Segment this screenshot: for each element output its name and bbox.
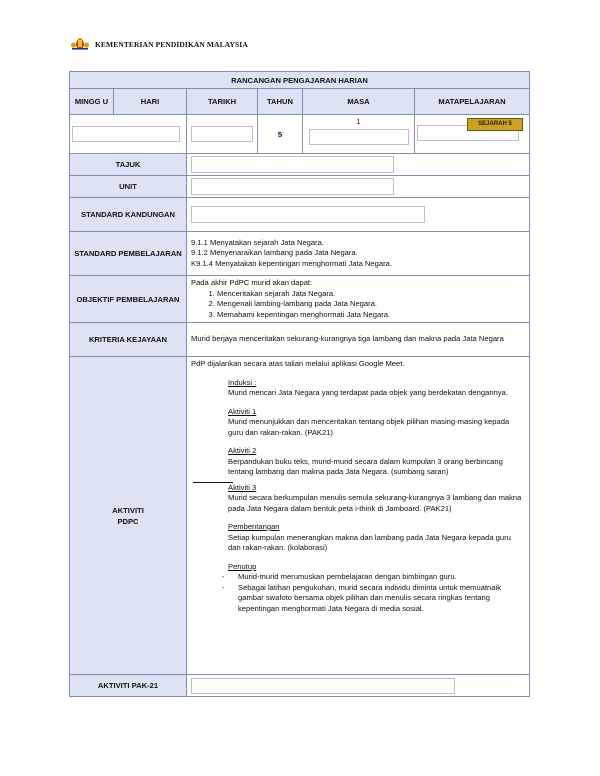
aktiviti-cell [187,357,530,675]
aktiviti2-title: Aktiviti 2 [228,446,257,455]
objektif-item: 2. Mengenali lambing-lambang pada Jata Negara. [217,299,525,310]
page-header [70,37,248,51]
pembentangan-text: Setiap kumpulan menerangkan makna dan lambang pada Jata Negara kepada guru dan rakan-rakan. (kolaborasi) [228,532,511,552]
induksi-text: Murid mencari Jata Negara yang terdapat pada objek yang berdekatan dengannya. [228,388,508,397]
unit-label: UNIT [70,176,187,198]
objektif-list [191,289,525,321]
kriteria-value: Murid berjaya menceritakan sekurang-kurangnya tiga lambang dan makna pada Jata Negara [187,323,530,357]
tahun-value: 5 [258,115,303,154]
penutup-title: Penutup [228,561,257,571]
pak21-input[interactable] [191,678,455,694]
aktiviti1-text: Murid menunjukkan dan menceritakan tentang objek pilihan masing-masing kepada guru dan rakan-rakan. (PAK21) [228,417,510,437]
penutup-list [191,572,525,614]
matapelajaran-cell [415,115,530,154]
masa-value: 1 [356,117,361,126]
subject-badge: SEJARAH 5 [467,118,523,131]
pak21-label: AKTIVITI PAK-21 [70,675,187,697]
penutup-item: - Murid-murid merumuskan pembelajaran dengan bimbingan guru. [228,572,525,583]
unit-input[interactable] [191,178,394,195]
unit-cell [187,176,530,198]
penutup-item: - Sebagai latihan pengukuhan, murid secara individu diminta untuk memuatnaik gambar swafoto bersama objek pilihan dan menulis secara ringkas tentang kepentingan menghormati Jata Negara di media sosial. [228,583,525,615]
kriteria-label: KRITERIA KEJAYAAN [70,323,187,357]
aktiviti1-title: Aktiviti 1 [228,406,257,416]
standard-pembelajaran-label: STANDARD PEMBELAJARAN [70,232,187,276]
standard-pembelajaran-cell [187,232,530,276]
standard-kandungan-label: STANDARD KANDUNGAN [70,198,187,232]
tajuk-label: TAJUK [70,154,187,176]
sp-item: 9.1.1 Menyatakan sejarah Jata Negara. [191,237,324,247]
tarikh-input[interactable] [191,126,253,142]
col-minggu: MINGG U [70,89,114,115]
objektif-intro: Pada akhir PdPC murid akan dapat: [191,278,313,287]
objektif-item: 3. Memahami kepentingan menghormati Jata Negara. [217,310,525,321]
standard-kandungan-cell [187,198,530,232]
aktiviti-label-line1: AKTIVITI [112,505,144,515]
col-masa: MASA [303,89,415,115]
form-title: RANCANGAN PENGAJARAN HARIAN [70,72,530,89]
induksi-title: Induksi : [228,377,257,387]
aktiviti-intro: PdP dijalankan secara atas talian melalui aplikasi Google Meet. [191,359,405,368]
aktiviti3-text: Murid secara berkumpulan menulis semula sekurang-kurangnya 3 lambang dan makna pada Jata Negara dalam bentuk peta i-think di Jamboard. (PAK21) [228,493,522,513]
crest-icon [70,38,90,50]
masa-cell [303,115,415,154]
lesson-plan-table [69,71,530,697]
hari-input[interactable] [72,126,180,142]
objektif-label: OBJEKTIF PEMBELAJARAN [70,276,187,323]
col-tahun: TAHUN [258,89,303,115]
aktiviti-label-line2: PDPC [117,516,139,526]
standard-kandungan-input[interactable] [191,206,425,223]
pak21-cell [187,675,530,697]
ministry-name: KEMENTERIAN PENDIDIKAN MALAYSIA [95,39,248,49]
aktiviti-label [70,357,187,675]
masa-input[interactable] [309,129,409,145]
objektif-cell [187,276,530,323]
aktiviti3-title: Aktiviti 3 [228,482,257,492]
minggu-hari-cell [70,115,187,154]
objektif-item: 1. Menceritakan sejarah Jata Negara. [217,289,525,300]
tajuk-cell [187,154,530,176]
pembentangan-title: Pembentangan [228,522,280,531]
col-matapelajaran: MATAPELAJARAN [415,89,530,115]
sp-item: 9.1.2 Menyenaraikan lambang pada Jata Negara. [191,248,358,258]
tarikh-cell [187,115,258,154]
tajuk-input[interactable] [191,156,394,173]
aktiviti2-text: Berpandukan buku teks, murid-murid secara dalam kumpulan 3 orang berbincang tentang lambang dan makna pada Jata Negara. (sumbang saran) [228,456,503,476]
sp-item: K9.1.4 Menyatakan kepentingan menghormati Jata Negara. [191,258,392,268]
col-tarikh: TARIKH [187,89,258,115]
col-hari: HARI [114,89,187,115]
